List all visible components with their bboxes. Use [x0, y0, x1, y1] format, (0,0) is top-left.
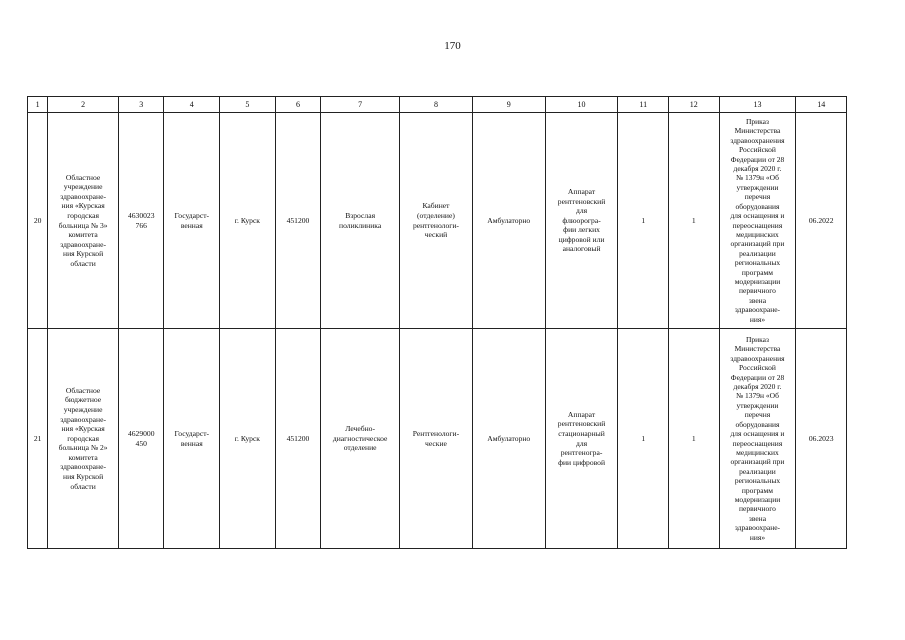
code-cell: 4629000 450: [118, 329, 164, 549]
department-cell: Лечебно- диагностическое отделение: [321, 329, 400, 549]
ownership-cell: Государст- венная: [164, 329, 220, 549]
page-number: 170: [444, 40, 461, 52]
header-cell: 14: [796, 97, 847, 113]
okato-cell: 451200: [275, 329, 321, 549]
quantity-cell: 1: [669, 329, 720, 549]
header-cell: 4: [164, 97, 220, 113]
date-cell: 06.2023: [796, 329, 847, 549]
department-cell: Взрослая поликлиника: [321, 113, 400, 329]
date-cell: 06.2022: [796, 113, 847, 329]
header-cell: 1: [28, 97, 48, 113]
basis-cell: Приказ Министерства здравоохранения Российской Федерации от 28 декабря 2020 г. № 1379н «Об утверждении перечня оборудования для оснащения и переоснащения медицинских организаций при реализации региональных программ модернизации первичного звена здравоохране- ния»: [719, 113, 796, 329]
city-cell: г. Курск: [220, 329, 276, 549]
header-cell: 12: [669, 97, 720, 113]
header-cell: 10: [545, 97, 618, 113]
row-number-cell: 20: [28, 113, 48, 329]
header-cell: 3: [118, 97, 164, 113]
table-row: [28, 113, 847, 329]
header-cell: 6: [275, 97, 321, 113]
organization-cell: Областное учреждение здравоохране- ния «Курская городская больница № 3» комитета здравоохране- ния Курской области: [48, 113, 119, 329]
quantity-cell: 1: [618, 113, 669, 329]
organization-cell: Областное бюджетное учреждение здравоохране- ния «Курская городская больница № 2» комитета здравоохране- ния Курской области: [48, 329, 119, 549]
header-cell: 8: [400, 97, 473, 113]
header-cell: 9: [472, 97, 545, 113]
header-row: [28, 97, 847, 113]
header-cell: 2: [48, 97, 119, 113]
care-type-cell: Амбулаторно: [472, 113, 545, 329]
code-cell: 4630023 766: [118, 113, 164, 329]
quantity-cell: 1: [669, 113, 720, 329]
quantity-cell: 1: [618, 329, 669, 549]
city-cell: г. Курск: [220, 113, 276, 329]
care-type-cell: Амбулаторно: [472, 329, 545, 549]
equipment-table: [27, 96, 847, 549]
header-cell: 13: [719, 97, 796, 113]
row-number-cell: 21: [28, 329, 48, 549]
unit-cell: Кабинет (отделение) рентгенологи- ческий: [400, 113, 473, 329]
okato-cell: 451200: [275, 113, 321, 329]
equipment-cell: Аппарат рентгеновский стационарный для рентгеногра- фии цифровой: [545, 329, 618, 549]
table-row: [28, 329, 847, 549]
basis-cell: Приказ Министерства здравоохранения Российской Федерации от 28 декабря 2020 г. № 1379н «Об утверждении перечня оборудования для оснащения и переоснащения медицинских организаций при реализации региональных программ модернизации первичного звена здравоохране- ния»: [719, 329, 796, 549]
unit-cell: Рентгенологи- ческие: [400, 329, 473, 549]
header-cell: 11: [618, 97, 669, 113]
header-cell: 5: [220, 97, 276, 113]
header-cell: 7: [321, 97, 400, 113]
equipment-cell: Аппарат рентгеновский для флюорогра- фии легких цифровой или аналоговый: [545, 113, 618, 329]
ownership-cell: Государст- венная: [164, 113, 220, 329]
